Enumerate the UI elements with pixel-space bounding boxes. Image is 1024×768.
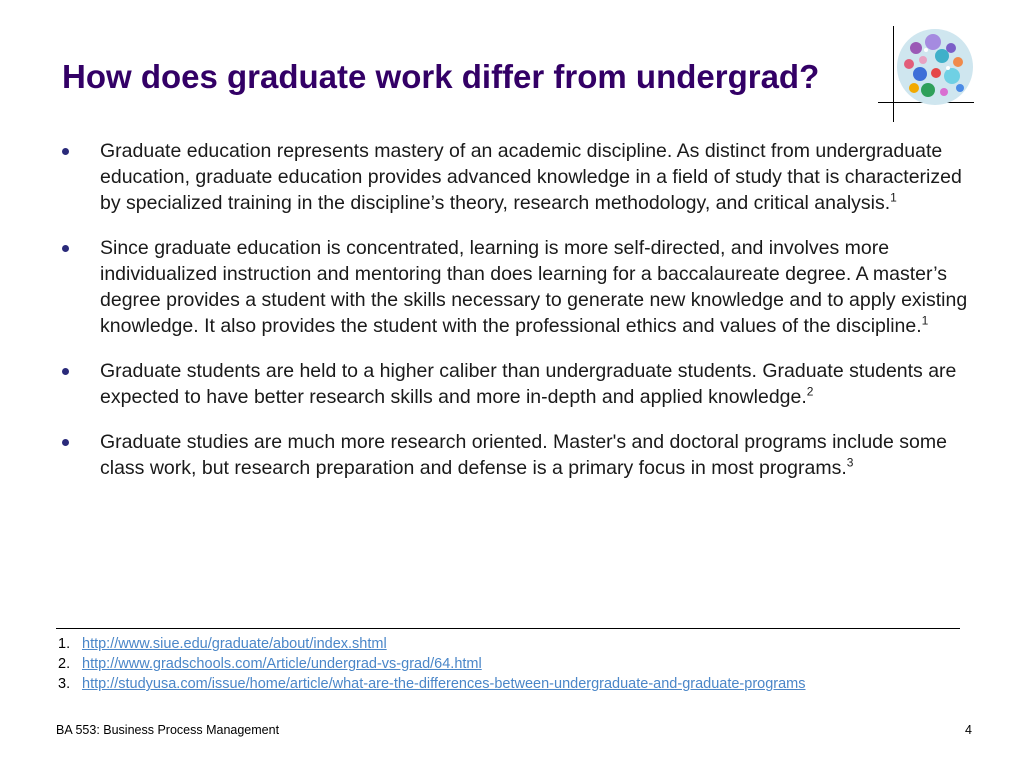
bullet-text: Since graduate education is concentrated, learning is more self-directed, and involves more individualized instruction and mentoring than does learning for a baccalaureate degree. A master’s degree provides a student with the skills necessary to generate new knowledge and to apply existing knowledge. It also provides the student with the professional ethics and values of the discipline.	[100, 237, 968, 337]
bullet-item	[60, 235, 970, 339]
bullet-point-icon	[62, 368, 69, 375]
reference-item	[58, 634, 806, 654]
footnote-marker: 3	[846, 455, 854, 470]
footer-page-number: 4	[965, 723, 972, 737]
reference-item	[58, 674, 806, 694]
bullet-item	[60, 429, 970, 481]
bullet-item	[60, 138, 970, 216]
bullet-list	[60, 138, 970, 500]
footnote-marker: 1	[890, 190, 897, 205]
reference-number: 1.	[58, 636, 71, 652]
footer-course-name: BA 553: Business Process Management	[56, 723, 280, 737]
references-divider	[56, 628, 960, 629]
bullet-item	[60, 358, 970, 410]
footnote-marker: 1	[921, 313, 929, 328]
references-list	[58, 634, 806, 694]
reference-number: 2.	[58, 656, 71, 672]
reference-link[interactable]: http://www.siue.edu/graduate/about/index.shtml	[82, 636, 387, 652]
footnote-marker: 2	[806, 384, 814, 399]
bullet-text: Graduate students are held to a higher caliber than undergraduate students. Graduate students are expected to have better research skills and more in-depth and applied knowledge.	[100, 360, 957, 408]
reference-item	[58, 654, 806, 674]
reference-link[interactable]: http://www.gradschools.com/Article/undergrad-vs-grad/64.html	[82, 656, 482, 672]
title-divider-vertical	[893, 26, 894, 122]
reference-number: 3.	[58, 676, 71, 692]
slide-title: How does graduate work differ from undergrad?	[62, 58, 820, 95]
bullet-point-icon	[62, 245, 69, 252]
bullet-text: Graduate studies are much more research oriented. Master's and doctoral programs include some class work, but research preparation and defense is a primary focus in most programs.	[100, 431, 947, 479]
bullet-text: Graduate education represents mastery of an academic discipline. As distinct from undergraduate education, graduate education provides advanced knowledge in a field of study that is characterized by specialized training in the discipline’s theory, research methodology, and critical analysis.	[100, 140, 962, 214]
reference-link[interactable]: http://studyusa.com/issue/home/article/what-are-the-differences-between-undergraduate-and-graduate-programs	[82, 676, 806, 692]
bubbles-logo-icon	[896, 28, 974, 106]
bullet-point-icon	[62, 148, 69, 155]
bullet-point-icon	[62, 439, 69, 446]
